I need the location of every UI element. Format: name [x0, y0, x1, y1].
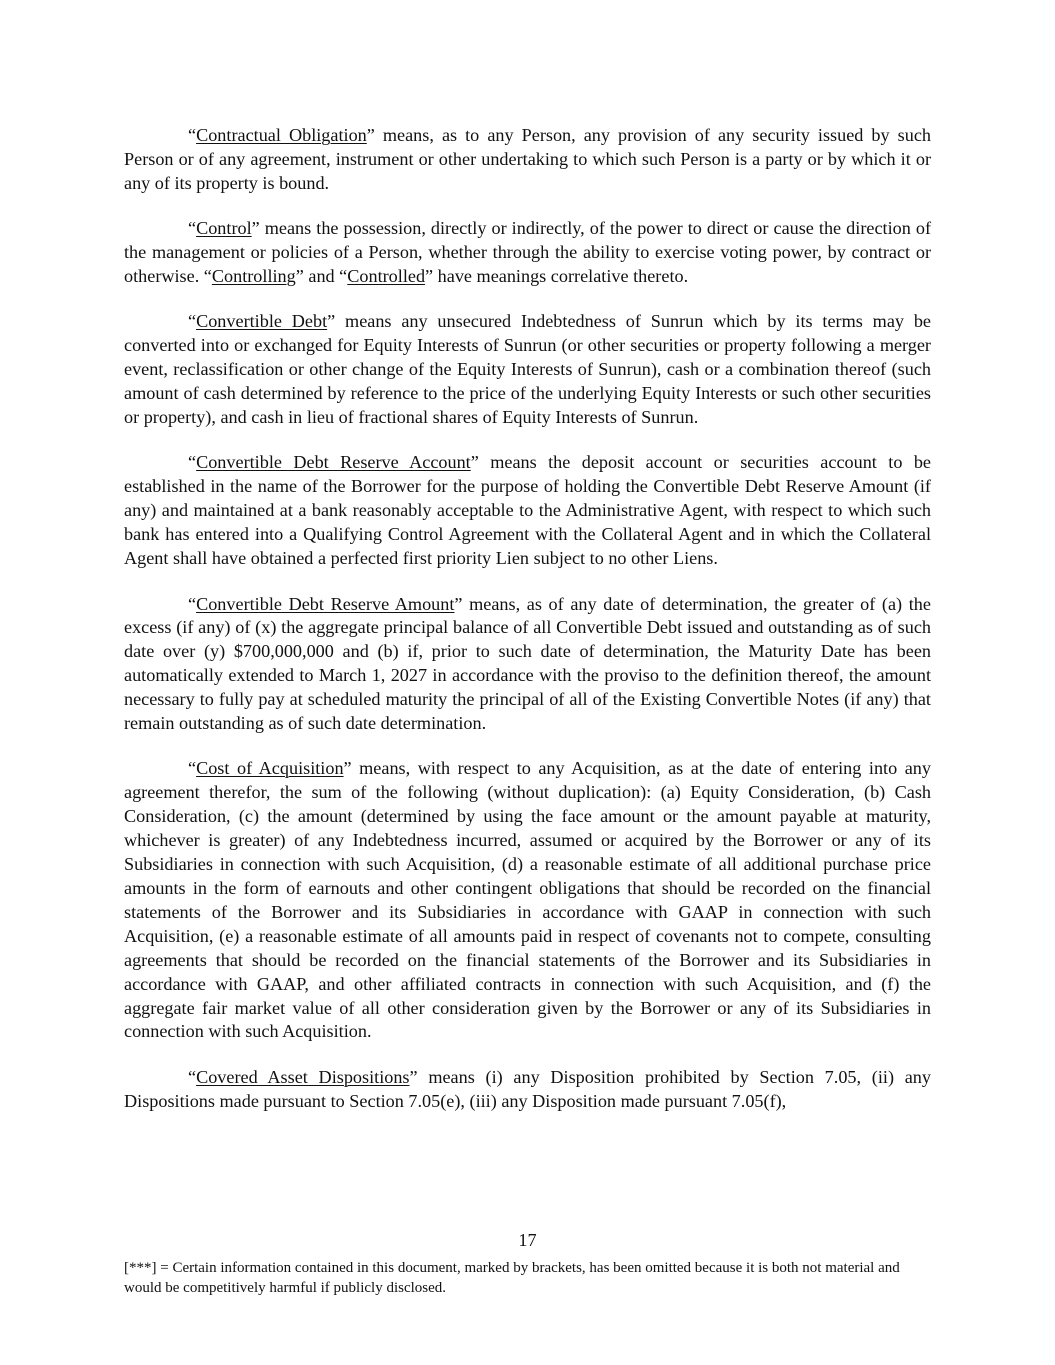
defined-term-controlled: Controlled — [347, 266, 426, 287]
open-quote: “ — [188, 452, 197, 473]
definition-text: ” means (i) any Disposition prohibited by Section 7.05, (ii) any Dispositions made pursuant to Section 7.05(e), (iii) any Disposition made pursuant 7.05(f), — [124, 1066, 931, 1111]
defined-term: Convertible Debt Reserve Account — [196, 452, 471, 473]
open-quote: “ — [188, 218, 197, 239]
open-quote: “ — [188, 758, 197, 779]
definition-text: ” means the possession, directly or indirectly, of the power to direct or cause the direction of the management or policies of a Person, whether through the ability to exercise voting power, by contract or otherwise. “ — [124, 218, 931, 287]
defined-term: Control — [196, 218, 252, 239]
defined-term-controlling: Controlling — [211, 266, 296, 287]
definition-text: ” means, with respect to any Acquisition, as at the date of entering into any agreement therefor, the sum of the following (without duplication): (a) Equity Consideration, (b) Cash Consideration, (c) the amount (determined by using the face amount or the amount payable at maturity, whichever is greater) of any Indebtedness incurred, assumed or acquired by the Borrower or any of its Subsidiaries in connection with such Acquisition, (d) a reasonable estimate of all additional purchase price amounts in the form of earnouts and other contingent obligations that should be recorded on the financial statements of the Borrower and its Subsidiaries in accordance with GAAP in connection with such Acquisition, (e) a reasonable estimate of all amounts paid in respect of covenants not to compete, consulting agreements that should be recorded on the financial statements of the Borrower and its Subsidiaries in accordance with GAAP, and other affiliated contracts in connection with such Acquisition, and (f) the aggregate fair market value of all other consideration given by the Borrower or any of its Subsidiaries in connection with such Acquisition. — [124, 758, 931, 1042]
definition-covered-asset-dispositions — [124, 1066, 931, 1114]
document-body — [124, 124, 931, 1114]
definition-convertible-debt-reserve-account — [124, 451, 931, 571]
definition-text: ” means, as to any Person, any provision of any security issued by such Person or of any agreement, instrument or other undertaking to which such Person is a party or by which it or any of its property is bound. — [124, 125, 931, 193]
definition-text: ” have meanings correlative thereto. — [425, 266, 689, 287]
definition-convertible-debt-reserve-amount — [124, 593, 931, 736]
definition-text: ” means any unsecured Indebtedness of Sunrun which by its terms may be converted into or exchanged for Equity Interests of Sunrun (or other securities or property following a merger event, reclassification or other change of the Equity Interests of Sunrun), cash or a combination thereof (such amount of cash determined by reference to the price of the underlying Equity Interests or such other securities or property), and cash in lieu of fractional shares of Equity Interests of Sunrun. — [124, 311, 931, 428]
definition-control — [124, 217, 931, 289]
definition-text: ” and “ — [295, 266, 348, 287]
open-quote: “ — [188, 311, 197, 332]
definition-text: ” means, as of any date of determination, the greater of (a) the excess (if any) of (x) the aggregate principal balance of all Convertible Debt issued and outstanding as of such date over (y) $700,000,000 and (b) if, prior to such date of determination, the Maturity Date has been automatically extended to March 1, 2027 in accordance with the proviso to the definition thereof, the amount necessary to fully pay at scheduled maturity the principal of all of the Existing Convertible Notes (if any) that remain outstanding as of such date determination. — [124, 593, 931, 734]
defined-term: Cost of Acquisition — [196, 758, 344, 779]
defined-term: Convertible Debt Reserve Amount — [196, 593, 455, 614]
defined-term: Contractual Obligation — [196, 125, 367, 145]
definition-cost-of-acquisition — [124, 757, 931, 1044]
definition-convertible-debt — [124, 310, 931, 430]
open-quote: “ — [188, 1066, 197, 1087]
page-number: 17 — [518, 1230, 537, 1250]
redaction-footnote: [***] = Certain information contained in this document, marked by brackets, has been omitted because it is both not material and would be competitively harmful if publicly disclosed. — [124, 1260, 900, 1296]
defined-term: Convertible Debt — [196, 311, 328, 332]
open-quote: “ — [188, 593, 197, 614]
defined-term: Covered Asset Dispositions — [196, 1066, 410, 1087]
open-quote: “ — [188, 125, 197, 145]
definition-contractual-obligation — [124, 124, 931, 196]
definition-text: ” means the deposit account or securities account to be established in the name of the Borrower for the purpose of holding the Convertible Debt Reserve Amount (if any) and maintained at a bank reasonably acceptable to the Administrative Agent, with respect to which such bank has entered into a Qualifying Control Agreement with the Collateral Agent and in which the Collateral Agent shall have obtained a perfected first priority Lien subject to no other Liens. — [124, 452, 931, 569]
